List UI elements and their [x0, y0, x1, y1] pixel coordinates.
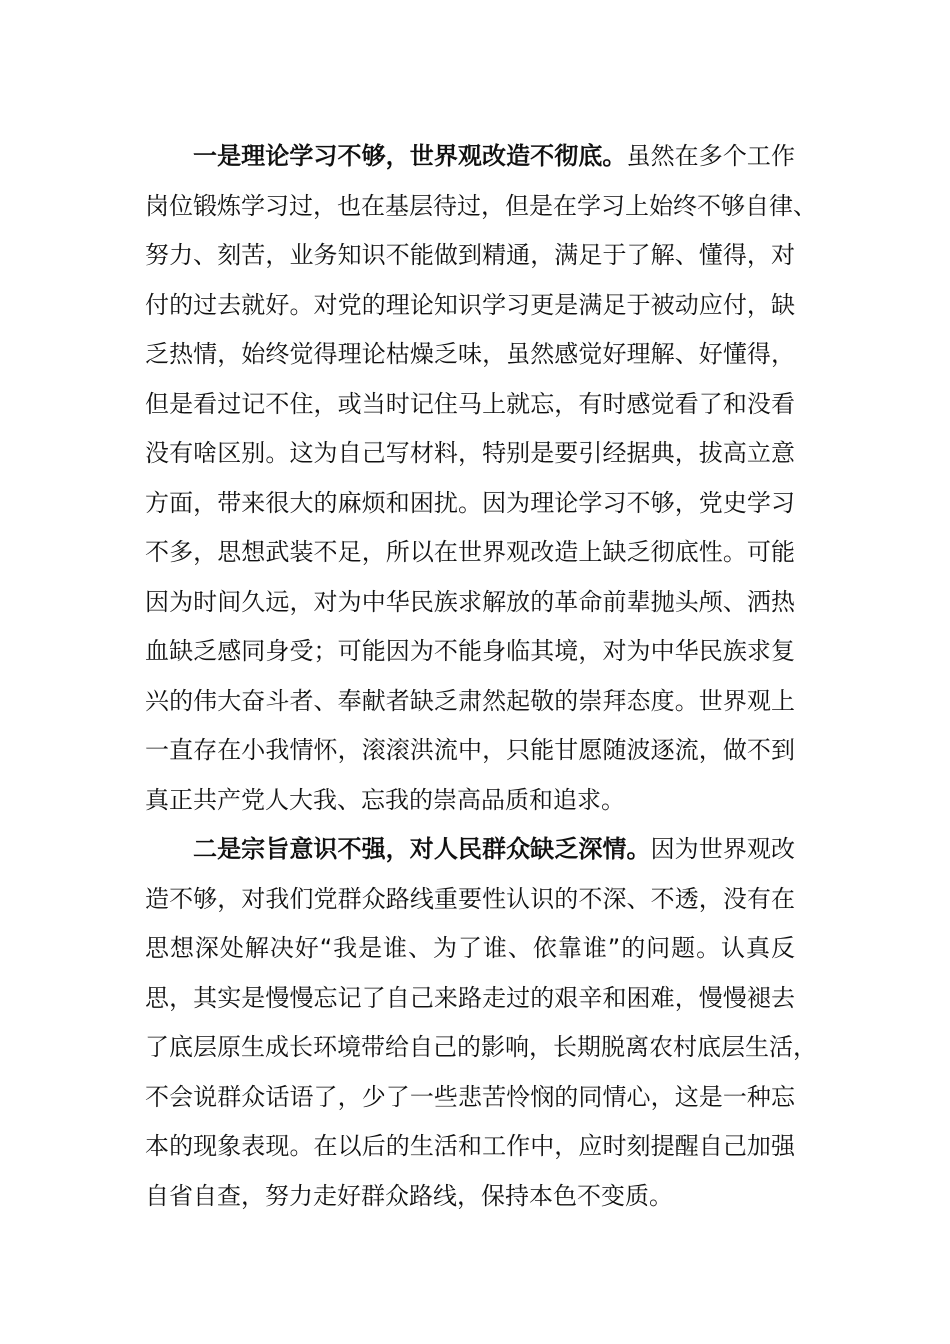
text-line: 方面，带来很大的麻烦和困扰。因为理论学习不够，党史学习: [145, 488, 795, 517]
text-line: 自省自查，努力走好群众路线，保持本色不变质。: [145, 1181, 673, 1210]
text-line: 真正共产党人大我、忘我的崇高品质和追求。: [145, 785, 625, 814]
paragraph-heading: 二是宗旨意识不强，对人民群众缺乏深情。: [193, 835, 651, 863]
line-text: 虽然在多个工作: [626, 142, 795, 170]
text-line: 造不够，对我们党群众路线重要性认识的不深、不透，没有在: [145, 884, 795, 913]
text-line: 努力、刻苦，业务知识不能做到精通，满足于了解、懂得，对: [145, 241, 795, 269]
text-line: 思想深处解决好“我是谁、为了谁、依靠谁”的问题。认真反: [145, 934, 795, 962]
text-line: 付的过去就好。对党的理论知识学习更是满足于被动应付，缺: [145, 290, 795, 319]
paragraph-heading: 一是理论学习不够，世界观改造不彻底。: [193, 142, 627, 170]
text-line: 乏热情，始终觉得理论枯燥乏味，虽然感觉好理解、好懂得，: [145, 340, 795, 368]
text-line: 本的现象表现。在以后的生活和工作中，应时刻提醒自己加强: [145, 1132, 795, 1160]
text-line: 兴的伟大奋斗者、奉献者缺乏肃然起敬的崇拜态度。世界观上: [145, 686, 795, 715]
text-line: 思，其实是慢慢忘记了自己来路走过的艰辛和困难，慢慢褪去: [145, 983, 795, 1012]
text-line: 血缺乏感同身受；可能因为不能身临其境，对为中华民族求复: [145, 637, 795, 665]
text-line: 因为时间久远，对为中华民族求解放的革命前辈抛头颅、洒热: [145, 587, 795, 616]
text-line: 不多，思想武装不足，所以在世界观改造上缺乏彻底性。可能: [145, 538, 795, 566]
text-line: 没有啥区别。这为自己写材料，特别是要引经据典，拔高立意: [145, 439, 795, 467]
text-line: 岗位锻炼学习过，也在基层待过，但是在学习上始终不够自律、: [145, 191, 817, 220]
text-line: 一直存在小我情怀，滚滚洪流中，只能甘愿随波逐流，做不到: [145, 736, 795, 764]
text-line: 了底层原生成长环境带给自己的影响，长期脱离农村底层生活，: [145, 1033, 817, 1061]
text-line: 不会说群众话语了，少了一些悲苦怜悯的同情心，这是一种忘: [145, 1082, 795, 1111]
text-line: [193, 132, 795, 181]
text-line: [193, 825, 795, 874]
line-text: 因为世界观改: [650, 835, 796, 863]
text-line: 但是看过记不住，或当时记住马上就忘，有时感觉看了和没看: [145, 389, 795, 418]
